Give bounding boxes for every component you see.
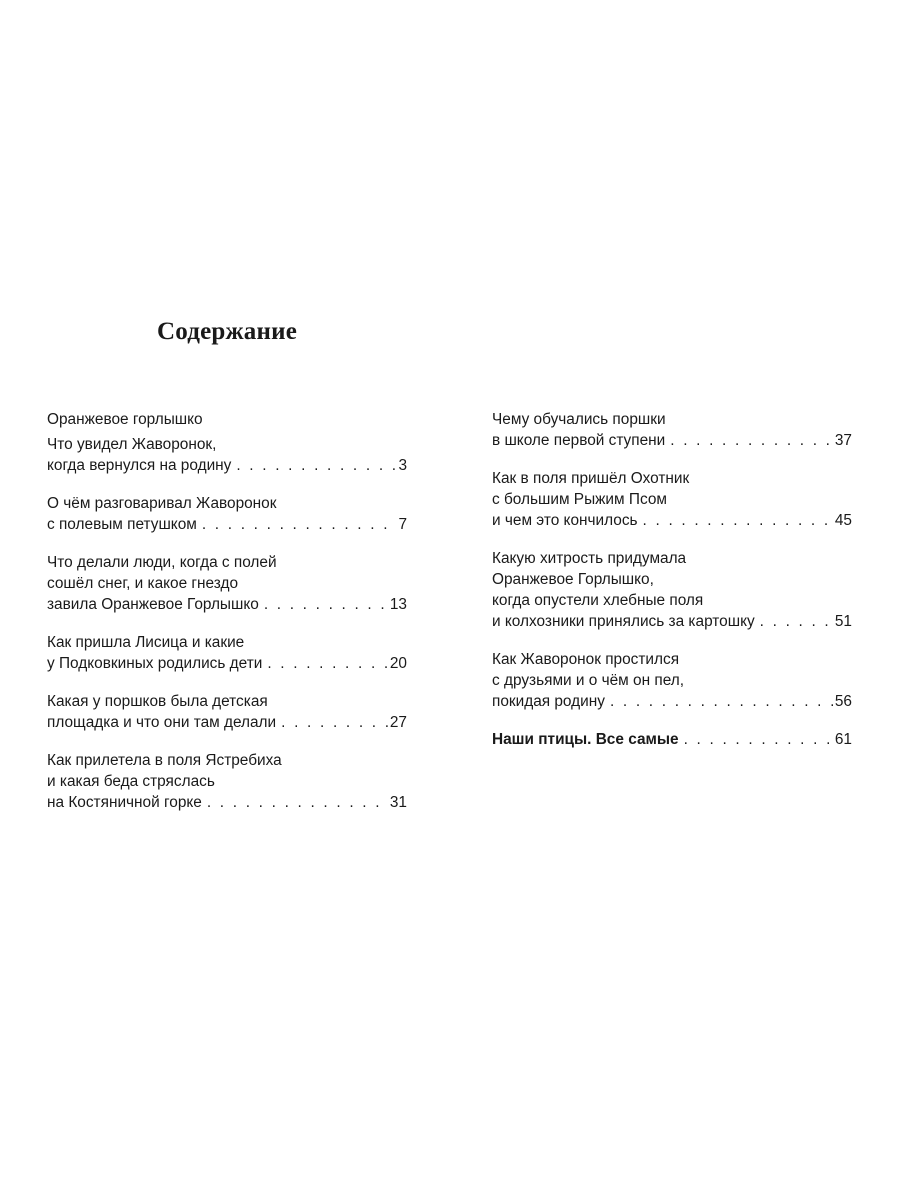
toc-entry-line: когда опустели хлебные поля <box>492 592 704 609</box>
toc-entry-line: Как в поля пришёл Охотник <box>492 470 690 487</box>
toc-leader-dots <box>231 455 396 476</box>
toc-entry-text: площадка и что они там делали <box>47 714 277 731</box>
toc-entry-last-line <box>492 611 852 632</box>
toc-entry[interactable] <box>47 691 407 733</box>
toc-leader-dots <box>665 430 833 451</box>
toc-entry-last-line <box>47 455 407 476</box>
toc-entry[interactable] <box>492 409 852 451</box>
toc-page-number: 3 <box>398 457 407 474</box>
toc-entry[interactable] <box>47 552 407 615</box>
toc-entry[interactable] <box>47 750 407 813</box>
toc-entry-line: с друзьями и о чём он пел, <box>492 672 685 689</box>
toc-leader-dots <box>197 514 397 535</box>
toc-entry-text: покидая родину <box>492 693 605 710</box>
toc-entry-text: Наши птицы. Все самые <box>492 731 679 748</box>
toc-leader-dots <box>605 691 833 712</box>
toc-entry-line: Какую хитрость придумала <box>492 550 687 567</box>
toc-entry-text: и чем это кончилось <box>492 512 638 529</box>
toc-entry-text: и колхозники принялись за картошку <box>492 613 755 630</box>
toc-leader-dots <box>262 653 388 674</box>
toc-entry-last-line <box>47 514 407 535</box>
toc-page-number: 20 <box>389 655 407 672</box>
toc-leader-dots <box>202 792 388 813</box>
toc-entry[interactable] <box>47 434 407 476</box>
toc-entry-last-line <box>47 712 407 733</box>
toc-entry[interactable] <box>492 649 852 712</box>
toc-entry-line: Как прилетела в поля Ястребиха <box>47 752 282 769</box>
toc-entry-text: у Подковкиных родились дети <box>47 655 263 672</box>
toc-entry-text: когда вернулся на родину <box>47 457 232 474</box>
toc-entry-line: Как пришла Лисица и какие <box>47 634 245 651</box>
toc-leader-dots <box>259 594 388 615</box>
toc-leader-dots <box>679 729 833 750</box>
toc-entry-list-right <box>492 409 852 712</box>
toc-entry-line: Что делали люди, когда с полей <box>47 554 277 571</box>
toc-left-column <box>47 409 407 830</box>
page-title: Содержание <box>157 318 298 345</box>
toc-entry-last-line <box>47 653 407 674</box>
toc-entry[interactable] <box>492 468 852 531</box>
toc-entry-last-line <box>492 729 852 750</box>
toc-page-number: 51 <box>834 613 852 630</box>
toc-entry-line: сошёл снег, и какое гнездо <box>47 575 239 592</box>
toc-page-number: 45 <box>834 512 852 529</box>
toc-entry[interactable] <box>492 548 852 632</box>
toc-page-number: 56 <box>834 693 852 710</box>
toc-entry-line: О чём разговаривал Жаворонок <box>47 495 277 512</box>
toc-leader-dots <box>755 611 833 632</box>
toc-right-column <box>492 409 852 767</box>
toc-page-number: 37 <box>834 432 852 449</box>
toc-entry-line: Чему обучались поршки <box>492 411 666 428</box>
toc-page-number: 61 <box>834 731 852 748</box>
toc-entry-final[interactable] <box>492 729 852 750</box>
toc-entry-last-line <box>47 594 407 615</box>
toc-entry[interactable] <box>47 632 407 674</box>
toc-entry-text: завила Оранжевое Горлышко <box>47 596 259 613</box>
toc-entry-line: Какая у поршков была детская <box>47 693 268 710</box>
toc-entry-last-line <box>47 792 407 813</box>
toc-entry-line: Оранжевое Горлышко, <box>492 571 654 588</box>
toc-entry-text: в школе первой ступени <box>492 432 666 449</box>
toc-leader-dots <box>276 712 388 733</box>
toc-entry-text: на Костяничной горке <box>47 794 202 811</box>
toc-page-number: 27 <box>389 714 407 731</box>
toc-entry-text: с полевым петушком <box>47 516 197 533</box>
section-title: Оранжевое горлышко <box>47 411 203 428</box>
toc-entry-line: Что увидел Жаворонок, <box>47 436 217 453</box>
toc-entry-last-line <box>492 691 852 712</box>
toc-page-number: 13 <box>389 596 407 613</box>
toc-leader-dots <box>638 510 833 531</box>
toc-page-number: 31 <box>389 794 407 811</box>
toc-entry-last-line <box>492 430 852 451</box>
toc-entry-line: с большим Рыжим Псом <box>492 491 667 508</box>
toc-entry-line: Как Жаворонок простился <box>492 651 680 668</box>
toc-entry-line: и какая беда стряслась <box>47 773 215 790</box>
toc-page-number: 7 <box>398 516 407 533</box>
toc-entry[interactable] <box>47 493 407 535</box>
toc-entry-list-left <box>47 434 407 813</box>
toc-entry-last-line <box>492 510 852 531</box>
